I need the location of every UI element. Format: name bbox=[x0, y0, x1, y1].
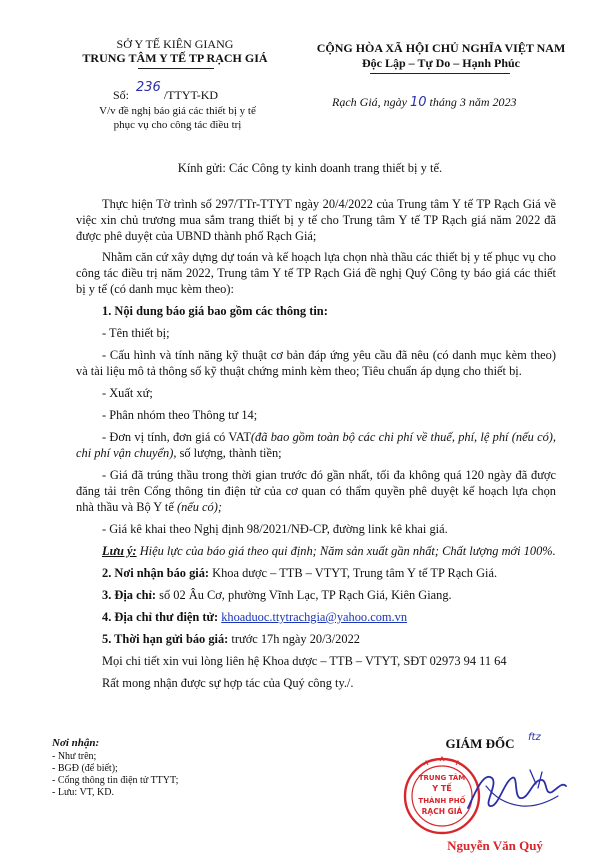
stamp-outer-ring bbox=[405, 759, 479, 833]
doc-number-suffix: /TTYT-KD bbox=[163, 88, 219, 102]
signature-initial-mark: ftz bbox=[528, 732, 541, 743]
section-1-note bbox=[76, 543, 556, 559]
date-day-handwritten: 10 bbox=[409, 95, 427, 110]
recipient-item: - Cổng thông tin điện tử TTYT; bbox=[52, 775, 179, 786]
doc-number-label: Số: bbox=[113, 88, 130, 102]
section-1-declaration-item: - Giá kê khai theo Nghị định 98/2021/NĐ-CP, đường link kê khai giá. bbox=[102, 522, 448, 536]
stamp-text: Y TẾ bbox=[432, 784, 452, 793]
subject-line-2: phục vụ cho công tác điều trị bbox=[113, 119, 242, 131]
stamp-text: RẠCH GIÁ bbox=[421, 807, 463, 816]
doc-number bbox=[113, 80, 313, 103]
section-3 bbox=[76, 587, 556, 603]
header-nation: CỘNG HÒA XÃ HỘI CHỦ NGHĨA VIỆT NAM bbox=[316, 41, 566, 55]
red-stamp bbox=[405, 757, 479, 833]
subject-line-1: V/v đề nghị báo giá các thiết bị y tế bbox=[99, 105, 256, 117]
section-2 bbox=[76, 565, 556, 581]
stamp-text: THÀNH PHỐ bbox=[418, 797, 466, 805]
letter-body bbox=[76, 196, 556, 697]
signature-stroke-accent bbox=[530, 770, 542, 788]
vat-prefix: - Đơn vị tính, đơn giá có VAT bbox=[102, 430, 251, 444]
recipient-item: - Như trên; bbox=[52, 751, 97, 762]
section-2-label: 2. Nơi nhận báo giá: bbox=[102, 566, 210, 580]
section-1-item: - Xuất xứ; bbox=[102, 386, 153, 400]
closing-line: Rất mong nhận được sự hợp tác của Quý công ty./. bbox=[102, 676, 354, 690]
signer-name: Nguyễn Văn Quý bbox=[447, 838, 543, 853]
note-label: Lưu ý: bbox=[102, 544, 137, 558]
price-italic: (nếu có); bbox=[176, 500, 222, 514]
paragraph-1: Thực hiện Tờ trình số 297/TTr-TTYT ngày 20/4/2022 của Trung tâm Y tế TP Rạch Giá về việc xin chủ trương mua sắm trang thiết bị y tế cho Trung tâm Y tế TP Rạch giá năm 2022 đã được phê duyệt của UBND thành phố Rạch Giá; bbox=[76, 197, 556, 243]
section-3-text: số 02 Âu Cơ, phường Vĩnh Lạc, TP Rạch Giá, Kiên Giang. bbox=[156, 588, 452, 602]
contact-line: Mọi chi tiết xin vui lòng liên hệ Khoa dược – TTB – VTYT, SĐT 02973 94 11 64 bbox=[102, 654, 507, 668]
handwritten-signature bbox=[468, 770, 566, 808]
date-prefix: Rạch Giá, ngày bbox=[332, 95, 407, 109]
section-1-item: - Tên thiết bị; bbox=[102, 326, 170, 340]
paragraph-2: Nhằm căn cứ xây dựng dự toán và kế hoạch lựa chọn nhà thầu các thiết bị y tế phục vụ cho công tác điều trị năm 2022, Trung tâm Y tế TP Rạch Giá đề nghị Quý Công ty báo giá các thiết bị y tế (có danh mục kèm theo): bbox=[76, 250, 556, 296]
note-text: Hiệu lực của báo giá theo qui định; Năm sản xuất gần nhất; Chất lượng mới 100%. bbox=[136, 544, 556, 558]
vat-suffix: , số lượng, thành tiền; bbox=[173, 446, 282, 460]
email-link[interactable]: khoaduoc.ttytrachgia@yahoo.com.vn bbox=[221, 610, 408, 624]
section-1-item: - Phân nhóm theo Thông tư 14; bbox=[102, 408, 258, 422]
section-4 bbox=[76, 609, 556, 625]
recipients-label: Nơi nhận: bbox=[52, 737, 100, 749]
date-suffix: tháng 3 năm 2023 bbox=[429, 95, 517, 109]
stamp-and-signature bbox=[380, 752, 580, 836]
section-1-item: - Cấu hình và tính năng kỹ thuật cơ bản đáp ứng yêu cầu đã nêu (có danh mục kèm theo) và tài liệu mô tả thông số kỹ thuật chứng minh kèm theo; Tiêu chuẩn áp dụng cho thiết bị. bbox=[76, 348, 556, 378]
stamp-text: TRUNG TÂM bbox=[418, 774, 466, 782]
doc-date bbox=[332, 95, 592, 110]
section-2-text: Khoa dược – TTB – VTYT, Trung tâm Y tế TP Rạch Giá. bbox=[209, 566, 498, 580]
recipient-item: - BGĐ (để biết); bbox=[52, 763, 118, 774]
header-center: TRUNG TÂM Y TẾ TP RẠCH GIÁ bbox=[82, 51, 268, 65]
header-motto: Độc Lập – Tự Do – Hạnh Phúc bbox=[361, 56, 520, 70]
section-4-label: 4. Địa chỉ thư điện tử: bbox=[102, 610, 219, 624]
vat-italic: (đã bao gồm toàn bộ các chi phí về thuế, phí, lệ phí (nếu có), chi phí vận chuyển) bbox=[76, 430, 556, 460]
doc-number-handwritten: 236 bbox=[136, 80, 161, 95]
section-1-heading: 1. Nội dung báo giá bao gồm các thông tin: bbox=[102, 304, 328, 318]
salutation: Kính gửi: Các Công ty kinh doanh trang thiết bị y tế. bbox=[177, 161, 443, 175]
header-dept: SỞ Y TẾ KIÊN GIANG bbox=[116, 37, 234, 51]
section-1-vat-item bbox=[76, 429, 556, 461]
section-1-price-item bbox=[76, 467, 556, 515]
section-5-label: 5. Thời hạn gửi báo giá: bbox=[102, 632, 229, 646]
header-left-underline bbox=[138, 68, 214, 69]
recipient-item: - Lưu: VT, KD. bbox=[52, 787, 114, 798]
section-5-text: trước 17h ngày 20/3/2022 bbox=[228, 632, 360, 646]
signature-title: GIÁM ĐỐC bbox=[445, 736, 515, 751]
section-3-label: 3. Địa chỉ: bbox=[102, 588, 157, 602]
recipients-list bbox=[52, 751, 272, 799]
header-right-underline bbox=[370, 73, 510, 74]
price-main: - Giá đã trúng thầu trong thời gian trước đó gần nhất, tối đa không quá 120 ngày đã được đăng tải trên Cổng thông tin điện tử của cơ quan có thẩm quyền phê duyệt kế hoạch lựa chọn nhà thầu và Bộ Y tế bbox=[76, 468, 556, 514]
section-5 bbox=[76, 631, 556, 647]
signature-stroke-main bbox=[468, 777, 566, 808]
